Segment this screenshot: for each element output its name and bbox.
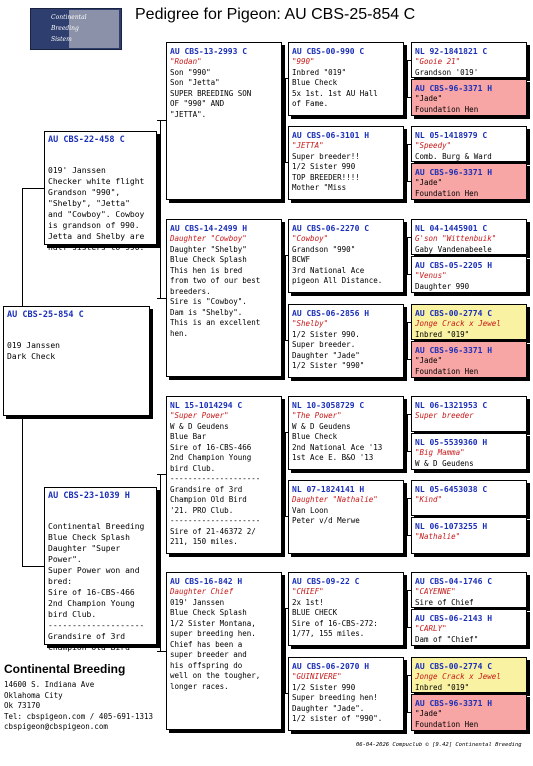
pigeon-note: bred: — [48, 577, 73, 586]
pigeon-name: "CAYENNE" — [415, 587, 456, 596]
pigeon-name: Jonge Crack x Jewel — [415, 672, 501, 681]
ring-number: NL 92-1841821 C — [415, 47, 488, 56]
ring-number: AU CBS-04-1746 C — [415, 577, 493, 586]
pigeon-note: -------------------- — [48, 621, 145, 630]
pigeon-note: Daughter "Jade" — [292, 350, 360, 360]
pigeon-note: Son "Jetta" — [170, 78, 220, 87]
pigeon-card-dds[interactable] — [288, 572, 404, 646]
pigeon-note: 3rd National Ace — [292, 265, 365, 275]
pigeon-note: 2x 1st! — [292, 597, 324, 607]
ring-number: AU CBS-05-2205 H — [415, 261, 493, 270]
pigeon-note: Blue Check — [292, 432, 338, 441]
pigeon-card-g8[interactable] — [411, 341, 527, 378]
connector-line — [160, 120, 161, 298]
pigeon-name: "JETTA" — [292, 141, 324, 150]
pigeon-note: Foundation Hen — [415, 104, 479, 114]
pigeon-note: half sisters to 990. — [48, 243, 145, 252]
pigeon-note: W & D Geudens — [415, 458, 474, 468]
pigeon-note: 1/2 Sister 990 — [292, 682, 356, 692]
pigeon-note: Grandson "990", — [48, 188, 121, 197]
pigeon-note: "Jade" — [415, 178, 443, 187]
pigeon-card-sss[interactable] — [288, 42, 404, 116]
pigeon-card-g1[interactable] — [411, 42, 527, 78]
connector-line — [22, 188, 44, 189]
pigeon-card-g7[interactable] — [411, 304, 527, 340]
pigeon-note: Son "990" — [170, 67, 211, 77]
pigeon-note: 019 Janssen — [7, 341, 60, 350]
pigeon-card-g5[interactable] — [411, 219, 527, 255]
pigeon-note: Super breeder. — [292, 340, 356, 349]
pigeon-card-subject[interactable] — [3, 306, 150, 416]
pigeon-note: Van Loon — [292, 505, 329, 515]
pigeon-note: Daughter "Super — [48, 544, 121, 553]
connector-line — [404, 181, 411, 182]
pigeon-note: 2nd Champion Young — [48, 599, 135, 608]
connector-line — [407, 414, 408, 451]
ring-number: AU CBS-00-2774 C — [415, 662, 493, 671]
connector-line — [157, 298, 166, 299]
pigeon-name: Daughter "Nathalie" — [292, 495, 378, 504]
ring-number: NL 05-5539360 H — [415, 438, 488, 447]
pigeon-note: This hen is bred — [170, 265, 243, 275]
pigeon-note: Checker white flight — [48, 177, 145, 186]
pigeon-card-sds[interactable] — [288, 219, 404, 293]
pigeon-card-sire[interactable] — [44, 131, 157, 252]
pigeon-note: Dam is "Shelby". — [170, 307, 243, 317]
breeder-line: Oklahoma City — [4, 690, 63, 700]
ring-number: AU CBS-00-990 C — [292, 47, 365, 56]
pigeon-note: Daughter "Shelby" — [170, 244, 247, 254]
connector-line — [407, 60, 408, 97]
pigeon-note: breeders. — [170, 286, 211, 296]
pigeon-card-g3[interactable] — [411, 126, 527, 162]
breeder-line: Ok 73170 — [4, 701, 41, 710]
ring-number: AU CBS-96-3371 H — [415, 699, 493, 708]
pigeon-note: and "Cowboy". Cowboy — [48, 210, 145, 219]
pigeon-note: Super breeder!! — [292, 151, 360, 161]
pigeon-note: Grandsire of 3rd — [170, 484, 243, 494]
pigeon-note: W & D Geudens — [170, 421, 229, 431]
pigeon-name: "CARLY" — [415, 624, 447, 633]
pigeon-note: 5x 1st. 1st AU Hall — [292, 88, 378, 98]
pigeon-name: Daughter "Cowboy" — [170, 234, 247, 243]
ring-number: AU CBS-23-1039 H — [48, 491, 130, 501]
pigeon-note: Dam of "Chief" — [415, 634, 479, 644]
pigeon-card-dam[interactable] — [44, 487, 157, 652]
pigeon-name: "Nathalie" — [415, 532, 461, 541]
ring-number: AU CBS-16-842 H — [170, 577, 243, 586]
pigeon-note: Grandson "990" — [292, 244, 356, 254]
connector-line — [22, 566, 44, 567]
pigeon-note: from two of our best — [170, 276, 261, 285]
pigeon-note: Jetta and Shelby are — [48, 232, 145, 241]
pigeon-name: "CHIEF" — [292, 587, 324, 596]
ring-number: AU CBS-06-2856 H — [292, 309, 370, 318]
pigeon-note: Comb. Burg & Ward — [415, 151, 492, 161]
breeder-line: 14600 S. Indiana Ave — [4, 680, 95, 689]
pigeon-note: Champion Old Bird — [170, 495, 247, 504]
connector-line — [157, 651, 166, 652]
pigeon-note: "Jade" — [415, 94, 443, 103]
ring-number: NL 07-1824141 H — [292, 485, 365, 494]
pigeon-note: his offspring do — [170, 660, 243, 670]
ring-number: AU CBS-06-2270 C — [292, 224, 370, 233]
connector-line — [404, 627, 411, 628]
pigeon-name: "Big Mamma" — [415, 448, 465, 457]
connector-line — [157, 120, 166, 121]
ring-number: AU CBS-96-3371 H — [415, 84, 493, 93]
connector-line — [285, 255, 286, 340]
ring-number: NL 15-1014294 C — [170, 401, 243, 410]
pigeon-name: "Super Power" — [170, 411, 229, 420]
breeder-line: Tel: cbspigeon.com / 405-691-1313 — [4, 711, 154, 721]
pigeon-name: "Venus" — [415, 271, 447, 280]
pigeon-name: G'son "Wittenbuik" — [415, 234, 497, 243]
pigeon-card-g14[interactable] — [411, 609, 527, 646]
ring-number: AU CBS-14-2499 H — [170, 224, 248, 233]
pigeon-note: Power". — [48, 555, 82, 564]
pigeon-name: "990" — [292, 57, 315, 66]
pigeon-name: Jonge Crack x Jewel — [415, 319, 501, 328]
pigeon-note: "Shelby", "Jetta" — [48, 199, 130, 208]
ring-number: AU CBS-09-22 C — [292, 577, 360, 586]
pigeon-note: is grandson of 990. — [48, 221, 140, 230]
connector-line — [407, 237, 408, 274]
pigeon-note: OF "990" AND — [170, 99, 225, 108]
connector-line — [404, 97, 411, 98]
ring-number: NL 04-1445901 C — [415, 224, 488, 233]
pigeon-note: Sire of 16-CBS-466 — [48, 588, 135, 597]
connector-line — [407, 144, 408, 181]
connector-line — [404, 451, 411, 452]
pigeon-note: 1/2 Sister 990. — [292, 329, 360, 339]
pigeon-note: -------------------- — [170, 474, 261, 483]
pigeon-name: "The Power" — [292, 411, 342, 420]
ring-number: AU CBS-22-458 C — [48, 135, 125, 145]
pigeon-note: Dark Check — [7, 352, 56, 361]
pigeon-note: longer races. — [170, 681, 229, 691]
pigeon-note: 1/77, 155 miles. — [292, 629, 365, 638]
pigeon-note: Blue Check Splash — [48, 533, 130, 542]
pigeon-note: Peter v/d Merwe — [292, 516, 360, 525]
connector-line — [22, 416, 23, 566]
pigeon-note: Grandsire of 3rd — [48, 632, 126, 641]
ring-number: NL 05-6453038 C — [415, 485, 488, 494]
pigeon-note: "JETTA". — [170, 109, 207, 119]
pigeon-note: 2nd Champion Young — [170, 453, 252, 462]
connector-line — [157, 474, 166, 475]
pigeon-name: Daughter Chief — [170, 587, 234, 596]
pigeon-note: "Jade" — [415, 709, 443, 718]
ring-number: AU CBS-96-3371 H — [415, 346, 493, 355]
pigeon-note: Sire of Chief — [415, 597, 474, 607]
pigeon-name: "Shelby" — [292, 319, 329, 328]
pigeon-note: Champion Old Bird — [48, 643, 130, 652]
ring-number: NL 10-3058729 C — [292, 401, 365, 410]
ring-number: NL 06-1073255 H — [415, 522, 488, 531]
pigeon-note: Sire of 16-CBS-466 — [170, 442, 252, 452]
pigeon-card-sdd[interactable] — [288, 304, 404, 378]
pigeon-note: Sire of 21-46372 2/ — [170, 526, 256, 536]
pigeon-note: 2nd National Ace '13 — [292, 442, 383, 452]
pigeon-note: hen. — [170, 328, 189, 338]
ring-number: NL 06-1321953 C — [415, 401, 488, 410]
pigeon-note: Foundation Hen — [415, 188, 479, 198]
ring-number: AU CBS-06-2070 H — [292, 662, 370, 671]
connector-line — [404, 712, 411, 713]
connector-line — [407, 675, 408, 712]
page-title: Pedigree for Pigeon: AU CBS-25-854 C — [135, 6, 416, 23]
pigeon-card-g13[interactable] — [411, 572, 527, 608]
pigeon-note: well on the tougher, — [170, 671, 261, 680]
pigeon-note: Chief has been a — [170, 639, 243, 649]
pigeon-note: 1/2 Sister Montana, — [170, 618, 256, 628]
connector-line — [404, 359, 411, 360]
pigeon-note: bird Club. — [170, 463, 216, 473]
pigeon-note: TOP BREEDER!!!! — [292, 172, 360, 182]
pigeon-note: Sire of 16-CBS-272: — [292, 618, 378, 628]
pigeon-note: super breeding hen. — [170, 629, 256, 638]
ring-number: AU CBS-25-854 C — [7, 310, 84, 320]
pigeon-note: 019' Janssen — [48, 166, 106, 175]
pigeon-note: Daughter "Jade". — [292, 703, 365, 713]
pigeon-card-g2[interactable] — [411, 79, 527, 116]
pigeon-card-g10[interactable] — [411, 433, 527, 470]
pigeon-note: "Jade" — [415, 356, 443, 365]
pigeon-note: 1st Ace E. B&O '13 — [292, 453, 374, 462]
pigeon-name: "Cowboy" — [292, 234, 329, 243]
pigeon-card-dsd[interactable] — [288, 480, 404, 554]
pigeon-note — [48, 510, 153, 521]
pigeon-note: Grandson '019' — [415, 67, 479, 77]
pigeon-note: Inbred "019" — [292, 67, 347, 77]
pigeon-card-ssd[interactable] — [288, 126, 404, 200]
pigeon-note — [48, 154, 153, 165]
pigeon-note: Inbred "019" — [415, 682, 470, 692]
pigeon-card-g9[interactable] — [411, 396, 527, 432]
pigeon-note: W & D Geudens — [292, 421, 351, 431]
connector-line — [404, 535, 411, 536]
pigeon-note: bird Club. — [48, 610, 97, 619]
connector-line — [285, 78, 286, 162]
pigeon-card-g15[interactable] — [411, 657, 527, 693]
pigeon-card-g12[interactable] — [411, 517, 527, 554]
pigeon-card-g4[interactable] — [411, 163, 527, 200]
pigeon-note: Mother "Miss — [292, 183, 347, 192]
pigeon-note: Sire is "Cowboy". — [170, 297, 247, 306]
pigeon-note: '21. PRO Club. — [170, 505, 234, 515]
pigeon-note: 1/2 Sister "990" — [292, 361, 365, 370]
connector-line — [407, 322, 408, 359]
pigeon-name: Super breeder — [415, 411, 474, 420]
pigeon-name: "Rodan" — [170, 57, 202, 66]
pigeon-note: BCWF — [292, 255, 311, 264]
pigeon-note: Inbred "019" — [415, 329, 470, 339]
pigeon-note: Gaby Vandenabeele — [415, 244, 492, 254]
breeder-info — [4, 662, 153, 733]
connector-line — [285, 608, 286, 693]
pigeon-note: of Fame. — [292, 99, 329, 108]
pigeon-note: Foundation Hen — [415, 719, 479, 729]
pigeon-note: 1/2 sister of "990". — [292, 714, 383, 723]
ring-number: NL 05-1418979 C — [415, 131, 488, 140]
pigeon-note: SUPER BREEDING SON — [170, 88, 252, 98]
pigeon-note: Continental Breeding — [48, 522, 145, 531]
pigeon-note: This is an excellent — [170, 318, 261, 327]
breeder-line: cbspigeon@cbspigeon.com — [4, 722, 108, 731]
pigeon-note: 019' Janssen — [170, 597, 225, 607]
ring-number: AU CBS-06-3101 H — [292, 131, 370, 140]
pigeon-name: "Gooie 21" — [415, 57, 461, 66]
pigeon-note: Super Power won and — [48, 566, 140, 575]
connector-line — [285, 432, 286, 516]
pigeon-card-dam-sire[interactable] — [166, 396, 282, 554]
pigeon-note: 211, 150 miles. — [170, 537, 238, 546]
breeder-name: Continental Breeding — [4, 662, 126, 676]
pigeon-note: pigeon All Distance. — [292, 276, 383, 285]
pigeon-card-ddd[interactable] — [288, 657, 404, 731]
pigeon-card-sire-sire[interactable] — [166, 42, 282, 200]
pigeon-name: "Speedy" — [415, 141, 452, 150]
pigeon-name: "GUINIVERE" — [292, 672, 342, 681]
logo-text: Continental Breeding Sistem — [51, 14, 87, 43]
pigeon-note: Daughter 990 — [415, 281, 470, 291]
pigeon-note: super breeder and — [170, 650, 247, 659]
connector-line — [407, 498, 408, 535]
ring-number: AU CBS-13-2993 C — [170, 47, 248, 56]
pigeon-note: Blue Check Splash — [170, 608, 247, 617]
pigeon-card-dam-dam[interactable] — [166, 572, 282, 730]
pigeon-note: BLUE CHECK — [292, 608, 338, 617]
pigeon-card-g16[interactable] — [411, 694, 527, 731]
footer: 06-04-2026 Compuclub © [9.42] Continental Breeding — [356, 742, 522, 748]
connector-line — [160, 474, 161, 651]
connector-line — [404, 274, 411, 275]
pigeon-note — [7, 329, 146, 340]
ring-number: AU CBS-06-2143 H — [415, 614, 493, 623]
pigeon-card-dss[interactable] — [288, 396, 404, 470]
pigeon-note: Blue Check — [292, 78, 338, 87]
pigeon-note: Super breeding hen! — [292, 693, 378, 702]
logo — [30, 8, 122, 50]
connector-line — [22, 188, 23, 306]
connector-line — [407, 590, 408, 627]
ring-number: AU CBS-96-3371 H — [415, 168, 493, 177]
pigeon-name: "Kind" — [415, 495, 443, 504]
pigeon-note: -------------------- — [170, 516, 261, 525]
pigeon-note: Blue Check Splash — [170, 255, 247, 264]
ring-number: AU CBS-00-2774 C — [415, 309, 493, 318]
pigeon-card-sire-dam[interactable] — [166, 219, 282, 377]
pigeon-note: 1/2 Sister 990 — [292, 162, 356, 171]
pigeon-card-g11[interactable] — [411, 480, 527, 516]
pigeon-note: Foundation Hen — [415, 366, 479, 376]
pigeon-note: Blue Bar — [170, 432, 207, 441]
pigeon-card-g6[interactable] — [411, 256, 527, 293]
